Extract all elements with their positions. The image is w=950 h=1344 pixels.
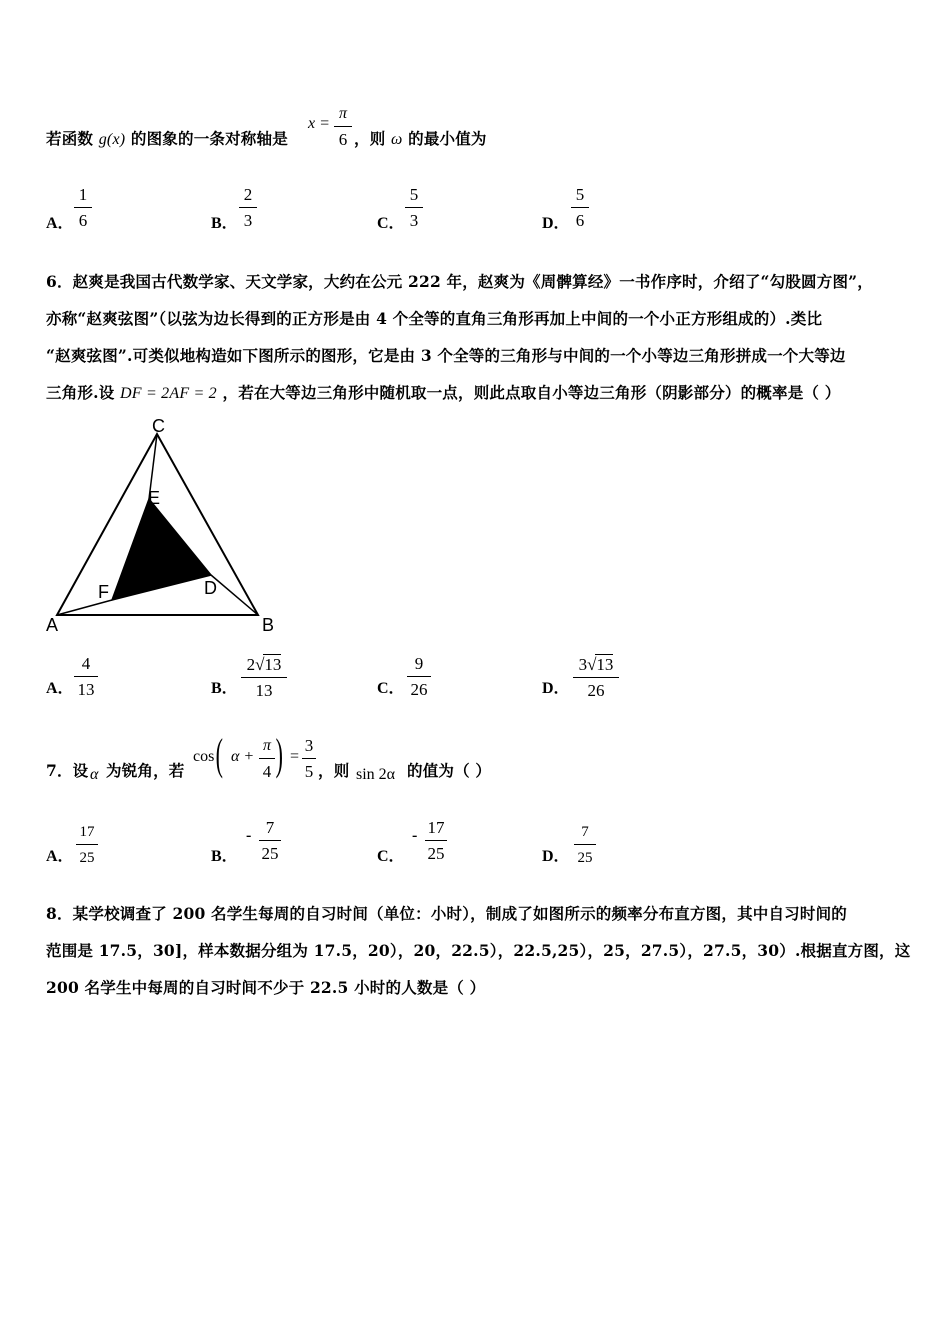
q8-line-2: 范围是 17.5，30]，样本数据分组为 17.5，20），20，22.5），22.5,25），25，27.5），27.5，30）.根据直方图，这: [46, 941, 911, 960]
q7-equals: =: [290, 748, 300, 765]
q6-line-4-math: DF = 2AF = 2: [120, 385, 217, 402]
q6-option-d-num: 3√13: [578, 655, 614, 674]
fraction-bar: [74, 207, 92, 208]
q7-right-paren: ): [275, 730, 283, 779]
q5-stem: [46, 127, 288, 149]
q6-option-a-den: 13: [77, 680, 95, 699]
q7-pi-over-4: [259, 736, 275, 782]
q7-option-a-fraction: [76, 822, 98, 868]
q6-option-b-den: 13: [255, 681, 273, 700]
q5-axis-fraction: [334, 104, 352, 150]
q7-stem-b: 为锐角，若: [106, 761, 185, 780]
fraction-bar: [74, 676, 98, 677]
q5-stem-tail: [354, 127, 487, 149]
q7-option-b-fraction: [259, 818, 281, 864]
q5-option-b-fraction: [239, 185, 257, 231]
q5-option-b-label: B．: [211, 215, 238, 232]
q7-stem-a: 7．设: [46, 761, 89, 780]
q6-option-a-fraction: [74, 654, 98, 700]
q5-omega: ω: [391, 131, 403, 148]
q5-gx: g(x): [98, 131, 126, 148]
fraction-bar: [571, 207, 589, 208]
q5-option-d-fraction: [571, 185, 589, 231]
fraction-bar: [574, 844, 596, 845]
triangle-figure: [40, 412, 290, 637]
q6-option-b-root: 13: [264, 655, 282, 674]
fraction-bar: [425, 840, 447, 841]
q5-stem-c: ，则: [354, 129, 386, 148]
q7-option-a-den: 25: [79, 850, 95, 866]
segment-bd: [211, 575, 258, 615]
q6-line-4: [46, 381, 840, 403]
inner-shaded-triangle: [112, 499, 211, 600]
q5-axis-num: π: [338, 105, 347, 122]
q7-option-c-num: 17: [427, 818, 445, 837]
q5-axis-den: 6: [338, 130, 348, 149]
q7-option-d-label: D．: [542, 848, 570, 865]
label-d: D: [204, 578, 217, 598]
fraction-bar: [239, 207, 257, 208]
q6-line-4-b: ，若在大等边三角形中随机取一点，则此点取自小等边三角形（阴影部分）的概率是（ ）: [222, 383, 841, 402]
label-f: F: [98, 582, 109, 602]
q7-stem-d: 的值为（ ）: [407, 761, 492, 780]
q7-inner-lhs: α +: [231, 748, 255, 765]
q6-option-c-den: 26: [410, 680, 428, 699]
q6-line-1: 6．赵爽是我国古代数学家、天文学家，大约在公元 222 年，赵爽为《周髀算经》一书作序时，介绍了“勾股圆方图”，: [46, 272, 873, 291]
q7-sin2a: sin 2α: [356, 766, 396, 783]
q7-option-c-sign: -: [412, 827, 418, 844]
label-b: B: [262, 615, 275, 635]
q6-option-c-label: C．: [377, 680, 405, 697]
q6-option-d-coef: 3: [578, 655, 588, 674]
q8-line-3: 200 名学生中每周的自习时间不少于 22.5 小时的人数是（ ）: [46, 978, 486, 997]
q7-cos: cos: [193, 748, 215, 765]
q7-value-fraction: [302, 736, 316, 782]
q6-option-b-fraction: [241, 654, 287, 701]
label-e: E: [148, 488, 161, 508]
q7-option-d-den: 25: [577, 850, 593, 866]
q5-option-d-label: D．: [542, 215, 570, 232]
q7-value-num: 3: [304, 736, 314, 755]
q7-four: 4: [262, 762, 272, 781]
q5-option-c-label: C．: [377, 215, 405, 232]
q7-option-b-sign: -: [246, 827, 252, 844]
q5-axis-lhs: x =: [308, 115, 330, 132]
q6-option-d-fraction: [573, 654, 619, 701]
label-c: C: [152, 416, 165, 436]
fraction-bar: [334, 126, 352, 127]
q5-option-c-den: 3: [409, 211, 419, 230]
q5-option-c-num: 5: [409, 185, 419, 204]
q7-option-d-num: 7: [581, 824, 589, 840]
q7-left-paren: (: [215, 730, 223, 779]
q7-option-d-fraction: [574, 822, 596, 868]
q6-line-3: “赵爽弦图”.可类似地构造如下图所示的图形，它是由 3 个全等的三角形与中间的一个小等边三角形拼成一个大等边: [46, 346, 846, 365]
q5-stem-d: 的最小值为: [408, 129, 487, 148]
q7-stem-c: ，则: [318, 761, 350, 780]
fraction-bar: [259, 758, 275, 759]
fraction-bar: [241, 677, 287, 678]
fraction-bar: [407, 676, 431, 677]
q8-line-1: 8．某学校调查了 200 名学生每周的自习时间（单位：小时），制成了如图所示的频率分布直方图，其中自习时间的: [46, 904, 847, 923]
q5-option-a-den: 6: [78, 211, 88, 230]
q6-option-a-label: A．: [46, 680, 74, 697]
q5-option-a-num: 1: [78, 185, 88, 204]
q5-option-d-num: 5: [575, 185, 585, 204]
q6-option-c-fraction: [407, 654, 431, 700]
fraction-bar: [76, 844, 98, 845]
q6-option-b-label: B．: [211, 680, 238, 697]
q6-option-b-num: 2√13: [246, 655, 282, 674]
fraction-bar: [573, 677, 619, 678]
fraction-bar: [259, 840, 281, 841]
label-a: A: [46, 615, 59, 635]
q7-pi: π: [262, 737, 271, 754]
q7-option-b-num: 7: [265, 818, 275, 837]
q6-option-c-num: 9: [414, 654, 424, 673]
q6-option-d-root: 13: [596, 655, 614, 674]
q5-option-c-fraction: [405, 185, 423, 231]
q7-option-b-label: B．: [211, 848, 238, 865]
q7-option-a-label: A．: [46, 848, 74, 865]
q7-option-a-num: 17: [79, 824, 95, 840]
q5-stem-a: 若函数: [46, 129, 94, 148]
q5-option-b-num: 2: [243, 185, 253, 204]
q6-option-d-label: D．: [542, 680, 570, 697]
q7-option-b-den: 25: [261, 844, 279, 863]
q6-option-a-num: 4: [81, 654, 91, 673]
q6-line-4-a: 三角形.设: [46, 383, 115, 402]
segment-af: [57, 600, 112, 615]
q7-option-c-label: C．: [377, 848, 405, 865]
q7-option-c-fraction: [425, 818, 447, 864]
q5-option-a-label: A．: [46, 215, 74, 232]
q5-option-d-den: 6: [575, 211, 585, 230]
q5-stem-b: 的图象的一条对称轴是: [130, 129, 288, 148]
q7-alpha: α: [90, 766, 99, 783]
q6-option-d-den: 26: [587, 681, 605, 700]
fraction-bar: [405, 207, 423, 208]
fraction-bar: [302, 758, 316, 759]
q5-option-b-den: 3: [243, 211, 253, 230]
q7-option-c-den: 25: [427, 844, 445, 863]
q7-value-den: 5: [304, 762, 314, 781]
q5-option-a-fraction: [74, 185, 92, 231]
q6-option-b-coef: 2: [246, 655, 256, 674]
q6-line-2: 亦称“赵爽弦图”（以弦为边长得到的正方形是由 4 个全等的直角三角形再加上中间的一个小正方形组成的）.类比: [46, 309, 823, 328]
